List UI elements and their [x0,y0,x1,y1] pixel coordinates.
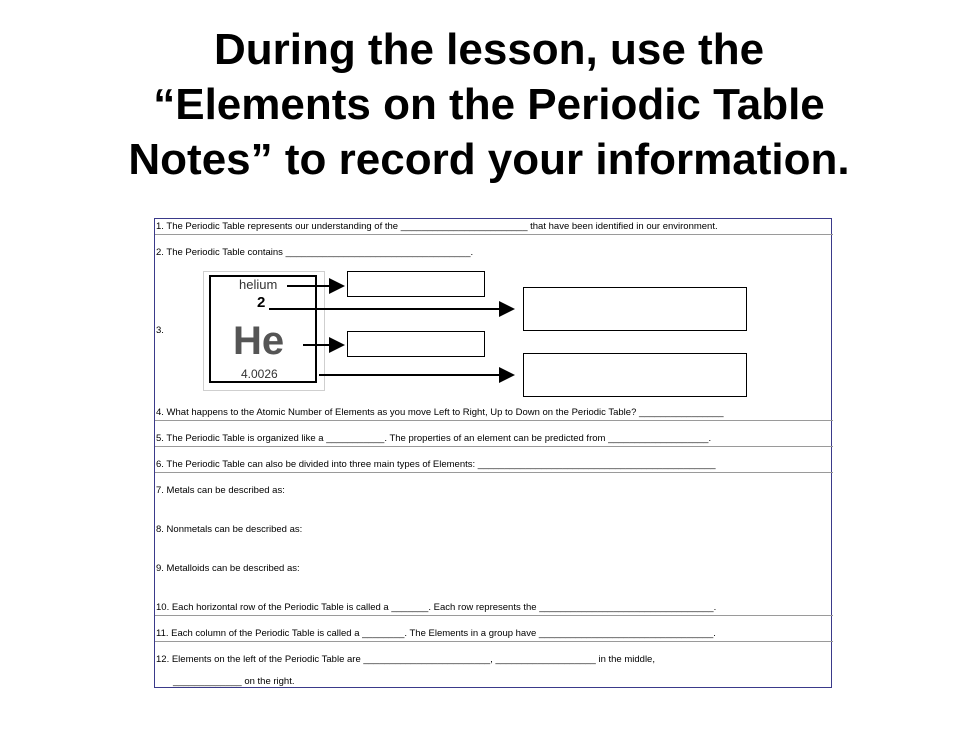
question-5: 5. The Periodic Table is organized like a ___________. The properties of an element can be predicted from ___________________. [155,432,833,447]
element-diagram [155,267,833,409]
element-mass: 4.0026 [241,367,278,381]
title-line-3: Notes” to record your information. [128,135,850,184]
answer-box-symbol[interactable] [347,331,485,357]
question-2: 2. The Periodic Table contains ___________________________________. [156,247,474,258]
answer-box-name[interactable] [347,271,485,297]
element-name: helium [239,277,278,292]
answer-box-number[interactable] [523,287,747,331]
slide-title [0,22,978,187]
title-line-1: During the lesson, use the [213,25,765,74]
element-symbol: He [233,319,285,363]
question-4: 4. What happens to the Atomic Number of Elements as you move Left to Right, Up to Down on the Periodic Table? ________________ [155,406,833,421]
question-7: 7. Metals can be described as: [156,485,285,496]
question-12-line-2: _____________ on the right. [173,676,295,687]
answer-box-mass[interactable] [523,353,747,397]
question-8: 8. Nonmetals can be described as: [156,524,303,535]
question-6: 6. The Periodic Table can also be divided into three main types of Elements: _____________________________________________ [155,458,833,473]
question-11: 11. Each column of the Periodic Table is called a ________. The Elements in a group have _________________________________. [155,627,833,642]
question-12-line-1: 12. Elements on the left of the Periodic Table are ________________________, ___________________ in the middle, [156,654,655,665]
question-1: 1. The Periodic Table represents our understanding of the ________________________ that have been identified in our environment. [155,220,833,235]
element-number: 2 [257,294,266,311]
title-line-2: “Elements on the Periodic Table [153,80,825,129]
worksheet [154,218,832,688]
question-3-label: 3. [156,325,164,336]
question-9: 9. Metalloids can be described as: [156,563,300,574]
question-10: 10. Each horizontal row of the Periodic Table is called a _______. Each row represents the _________________________________. [155,601,833,616]
